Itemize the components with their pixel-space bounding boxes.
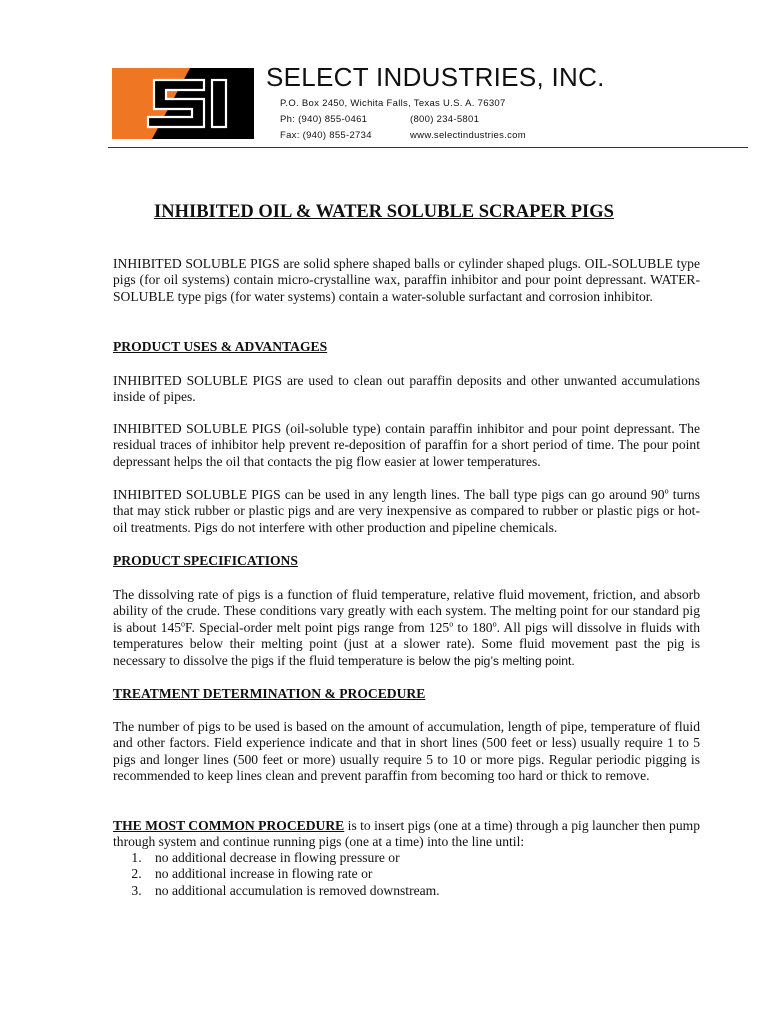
- heading-treatment: TREATMENT DETERMINATION & PROCEDURE: [113, 686, 426, 701]
- degree-symbol: o: [181, 619, 186, 629]
- specs-text-b: F. Special-order melt point pigs range from 125: [185, 619, 450, 635]
- specs-text-d: . All pigs will dissolve in fluids with temperatures below their melting point (just at a slower rate). Some fluid movement past the pig is necessary to dissolve the pigs if the fluid temperature: [113, 619, 700, 668]
- phone-line: [280, 114, 480, 125]
- heading-uses: PRODUCT USES & ADVANTAGES: [113, 339, 328, 354]
- procedure-paragraph: [113, 818, 700, 851]
- list-item: 2. no additional increase in flowing rate or: [145, 866, 705, 882]
- phone-number: Ph: (940) 855-0461: [280, 114, 368, 125]
- document-title: INHIBITED OIL & WATER SOLUBLE SCRAPER PIGS: [154, 202, 614, 222]
- intro-paragraph: INHIBITED SOLUBLE PIGS are solid sphere shaped balls or cylinder shaped plugs. OIL-SOLUBLE type pigs (for oil systems) contain micro-crystalline wax, paraffin inhibitor and pour point depressant. WATER-SOLUBLE type pigs (for water systems) contain a water-soluble surfactant and corrosion inhibitor.: [113, 256, 700, 304]
- company-address: P.O. Box 2450, Wichita Falls, Texas U.S. A. 76307: [280, 98, 506, 109]
- uses-paragraph-1: INHIBITED SOLUBLE PIGS are used to clean out paraffin deposits and other unwanted accumulations inside of pipes.: [113, 373, 700, 405]
- toll-free-number: (800) 234-5801: [410, 114, 480, 125]
- uses-paragraph-2: INHIBITED SOLUBLE PIGS (oil-soluble type) contain paraffin inhibitor and pour point depressant. The residual traces of inhibitor help prevent re-deposition of paraffin for a short period of time. The pour point depressant helps the oil that contacts the pig flow easier at lower temperatures.: [113, 421, 700, 469]
- degree-symbol: o: [449, 619, 454, 629]
- degree-symbol: o: [492, 619, 497, 629]
- fax-number: Fax: (940) 855-2734: [280, 130, 372, 141]
- specs-text-tail: is below the pig’s melting point.: [406, 653, 575, 668]
- degree-symbol: o: [664, 486, 669, 496]
- company-logo: [112, 68, 254, 139]
- fax-web-line: [280, 130, 526, 141]
- company-name: SELECT INDUSTRIES, INC.: [266, 62, 605, 92]
- list-item: 1. no additional decrease in flowing pressure or: [145, 850, 705, 866]
- specs-paragraph: [113, 587, 700, 669]
- specs-text-a: The dissolving rate of pigs is a function of fluid temperature, relative fluid movement, friction, and absorb ability of the crude. These conditions vary greatly with each system. The melting point for our standard pig is about 145: [113, 587, 700, 635]
- procedure-text: is to insert pigs (one at a time) through a pig launcher then pump through system and continue running pigs (one at a time) into the line until:: [113, 818, 701, 850]
- procedure-steps-list: [113, 850, 705, 899]
- uses-p3-text-a: INHIBITED SOLUBLE PIGS can be used in any length lines. The ball type pigs can go around 90: [113, 487, 665, 502]
- specs-text-c: to 180: [453, 619, 493, 635]
- header-divider: [108, 147, 748, 148]
- procedure-lead: THE MOST COMMON PROCEDURE: [113, 818, 345, 833]
- heading-specs: PRODUCT SPECIFICATIONS: [113, 553, 298, 568]
- list-item: 3. no additional accumulation is removed downstream.: [145, 883, 705, 899]
- uses-p3-text-b: turns that may stick rubber or plastic pigs and are very inexpensive as compared to rubber or plastic pigs or hot-oil treatments. Pigs do not interfere with other production and pipeline chemicals.: [113, 487, 700, 535]
- website-link[interactable]: www.selectindustries.com: [410, 130, 526, 141]
- uses-paragraph-3: [113, 487, 700, 536]
- select-industries-logo-icon: [112, 68, 254, 139]
- treatment-paragraph: The number of pigs to be used is based on the amount of accumulation, length of pipe, temperature of fluid and other factors. Field experience indicate and that in short lines (500 feet or less) usually require 1 to 5 pigs and longer lines (500 feet or more) usually require 5 to 10 or more pigs. Regular periodic pigging is recommended to keep lines clean and prevent paraffin from becoming too hard or thick to remove.: [113, 719, 700, 784]
